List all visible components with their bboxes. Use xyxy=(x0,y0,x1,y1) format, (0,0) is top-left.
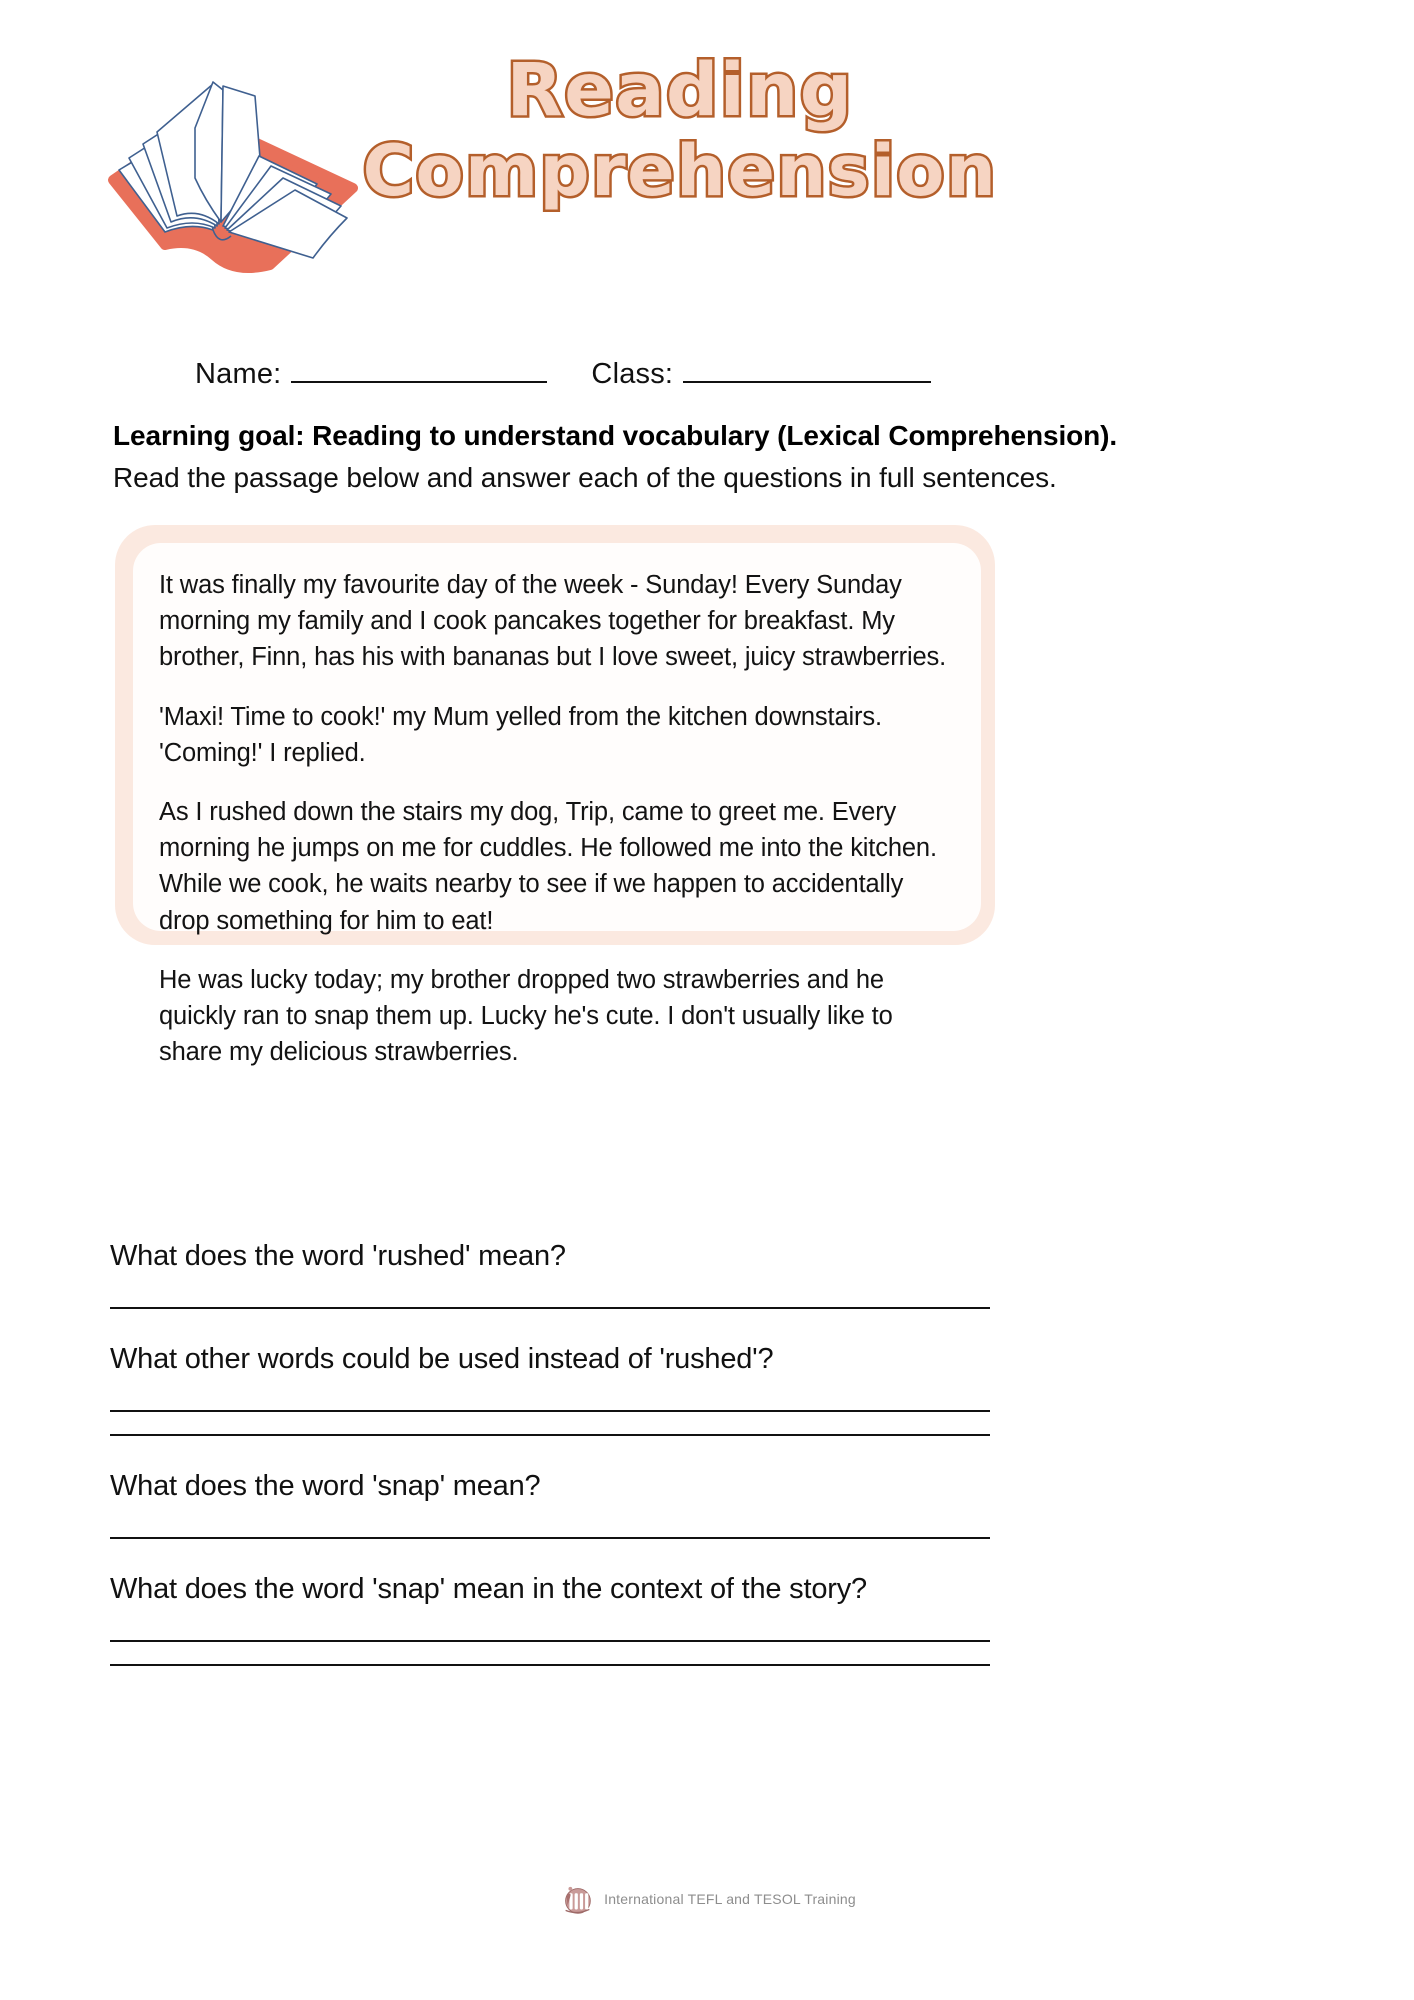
passage-body xyxy=(133,543,981,1067)
answer-line-2-2[interactable] xyxy=(110,1434,990,1436)
question-text-2: What other words could be used instead of 'rushed'? xyxy=(110,1343,774,1375)
question-text-1: What does the word 'rushed' mean? xyxy=(110,1240,566,1272)
instructions-block xyxy=(113,420,1313,494)
open-book-icon xyxy=(95,60,370,275)
answer-line-2-1[interactable] xyxy=(110,1410,990,1412)
name-input[interactable] xyxy=(291,355,547,383)
question-text-3: What does the word 'snap' mean? xyxy=(110,1470,541,1502)
read-instruction-text: Read the passage below and answer each of the questions in full sentences. xyxy=(113,462,1057,493)
class-input[interactable] xyxy=(683,355,931,383)
ittt-logo-icon xyxy=(558,1880,596,1918)
answer-line-3-1[interactable] xyxy=(110,1537,990,1539)
answer-line-1-1[interactable] xyxy=(110,1307,990,1309)
title-line-comprehension: Comprehension xyxy=(362,129,998,212)
questions-section xyxy=(110,1240,1305,1700)
passage-paragraph-2 xyxy=(159,699,955,771)
student-info-row xyxy=(195,355,1245,401)
passage-frame xyxy=(115,525,995,1067)
footer xyxy=(0,1880,1414,1918)
question-block-3 xyxy=(110,1470,1305,1539)
footer-brand-text: International TEFL and TESOL Training xyxy=(604,1891,856,1907)
question-text-4: What does the word 'snap' mean in the context of the story? xyxy=(110,1573,867,1605)
answer-line-4-1[interactable] xyxy=(110,1640,990,1642)
name-label: Name: xyxy=(195,358,282,390)
passage-paragraph-4: He was lucky today; my brother dropped two strawberries and he quickly ran to snap them up. Lucky he's cute. I don't usually like to share my delicious strawberries. xyxy=(159,965,893,1067)
passage-dialogue-line-1: 'Maxi! Time to cook!' my Mum yelled from the kitchen downstairs. xyxy=(159,702,882,731)
passage-paragraph-1: It was finally my favourite day of the week - Sunday! Every Sunday morning my family and I cook pancakes together for breakfast. My brother, Finn, has his with bananas but I love sweet, juicy strawberries. xyxy=(159,571,947,672)
page-title xyxy=(350,48,1010,212)
class-label: Class: xyxy=(591,358,674,390)
question-block-1 xyxy=(110,1240,1305,1309)
learning-goal-text: Learning goal: Reading to understand vocabulary (Lexical Comprehension). xyxy=(113,420,1118,451)
answer-line-4-2[interactable] xyxy=(110,1664,990,1666)
question-block-4 xyxy=(110,1573,1305,1666)
passage-dialogue-line-2: 'Coming!' I replied. xyxy=(159,738,366,767)
question-block-2 xyxy=(110,1343,1305,1436)
title-line-reading: Reading xyxy=(506,48,854,133)
passage-paragraph-3: As I rushed down the stairs my dog, Trip, came to greet me. Every morning he jumps on me for cuddles. He followed me into the kitchen. While we cook, he waits nearby to see if we happen to accidentally drop something for him to eat! xyxy=(159,798,937,935)
worksheet-header xyxy=(0,48,1414,285)
